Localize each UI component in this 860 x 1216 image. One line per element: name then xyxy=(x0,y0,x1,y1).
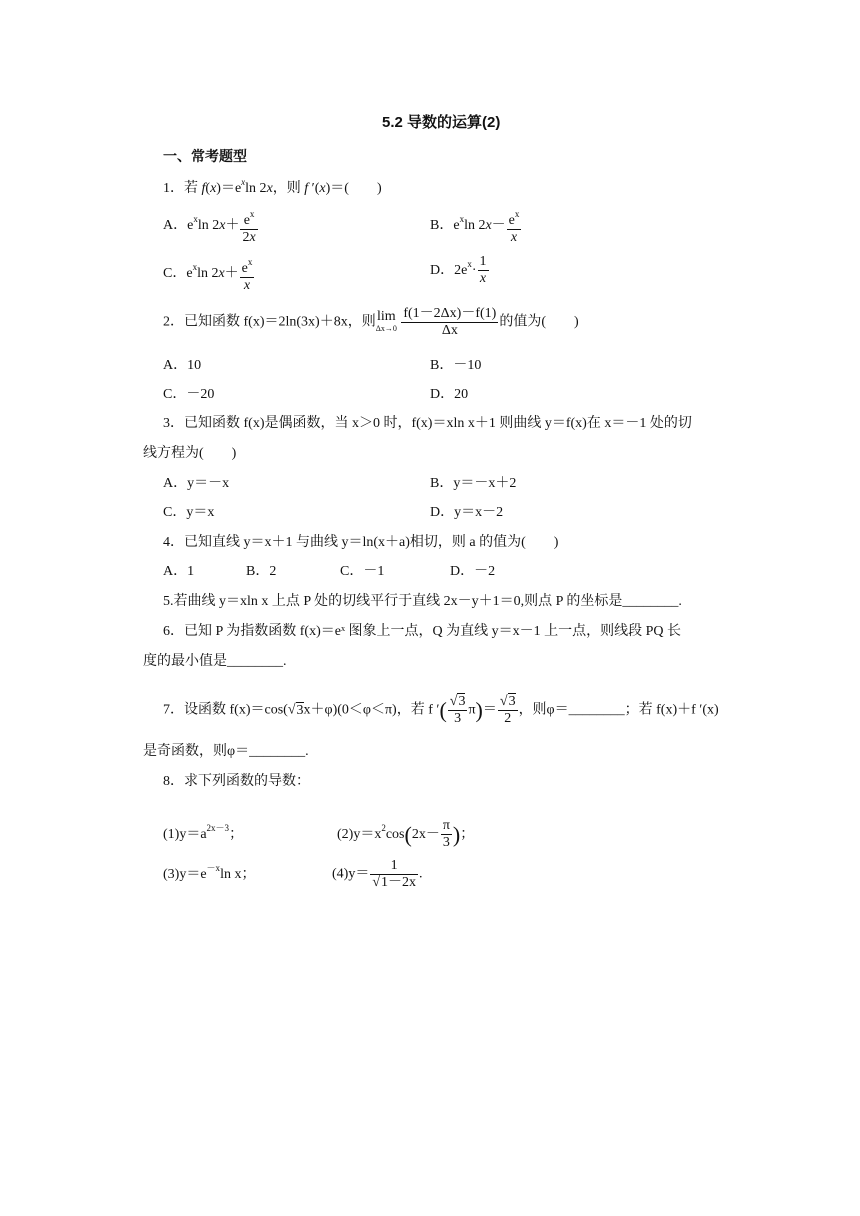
question-2-option-a: A．10 xyxy=(163,358,202,373)
question-8-stem: 8．求下列函数的导数： xyxy=(163,774,310,789)
question-4-option-d: D．－2 xyxy=(450,564,496,579)
question-4-option-b: B．2 xyxy=(246,564,277,579)
question-4-option-c: C．－1 xyxy=(340,564,385,579)
question-3-line-1: 3．已知函数 f(x)是偶函数，当 x＞0 时，f(x)＝xln x＋1 则曲线 y＝f(x)在 x＝－1 处的切 xyxy=(163,416,692,431)
question-3-option-b: B．y＝－x＋2 xyxy=(430,476,517,491)
question-2-option-b: B．－10 xyxy=(430,358,482,373)
section-heading: 一、常考题型 xyxy=(163,148,247,164)
question-1-option-b: B．$e^x\ln$ 2x－ $\frac{e^x}{x}$ xyxy=(430,206,522,246)
question-7-line-2: 是奇函数，则φ＝________. xyxy=(143,744,309,759)
question-2-option-d: D．20 xyxy=(430,387,469,402)
question-6-line-2: 度的最小值是________. xyxy=(143,654,287,669)
question-4-stem: 4．已知直线 y＝x＋1 与曲线 y＝ln(x＋a)相切，则 a 的值为( ) xyxy=(163,535,559,550)
question-8-part-3: $(3)y=e^{-x}\ln$ x； xyxy=(163,863,256,882)
question-1-option-d: D．$2e^x\cdot$ $\frac{1}{x}$ xyxy=(430,254,487,287)
page-title: 5.2 导数的运算(2) xyxy=(382,114,501,131)
question-1-option-c: C．$e^x\ln$ 2x＋ $\frac{e^x}{x}$ xyxy=(163,254,255,294)
question-8-part-2: $(2)y=x^2\cos(2x-$ $\frac{\pi}{3}$ )； xyxy=(337,818,475,851)
question-1-stem: 1．若 $f(x)=e^x\ln$ 2x，则 f ′(x)＝( ) xyxy=(163,177,382,196)
question-3-option-a: A．y＝－x xyxy=(163,476,230,491)
question-8-part-4: (4)y＝ $\frac{1}{√1-2x}$ . xyxy=(332,858,423,890)
question-6-line-1: 6．已知 P 为指数函数 f(x)＝eˣ 图象上一点，Q 为直线 y＝x－1 上一点，则线段 PQ 长 xyxy=(163,624,682,639)
question-5-stem: 5.若曲线 y＝xln x 上点 P 处的切线平行于直线 2x－y＋1＝0,则点 P 的坐标是________. xyxy=(163,594,682,609)
question-3-line-2: 线方程为( ) xyxy=(143,446,237,461)
question-2-option-c: C．－20 xyxy=(163,387,215,402)
question-3-option-c: C．y＝x xyxy=(163,505,215,520)
question-2-stem: 2．已知函数 f(x)＝2ln(3x)＋8x，则lim Δx→0 $\frac{f(1-2\Delta x)-f(1)}{\Delta x}$ 的值为( ) xyxy=(163,306,579,338)
question-1-option-a: A．$e^x\ln$ 2x＋ $\frac{e^x}{2x}$ xyxy=(163,206,259,246)
question-4-option-a: A．1 xyxy=(163,564,195,579)
question-3-option-d: D．y＝x－2 xyxy=(430,505,504,520)
question-8-part-1: $(1)y=a^{2x-3}$； xyxy=(163,823,244,842)
question-7-line-1: 7．设函数 f(x)＝cos(√3x＋φ)(0＜φ＜π)，若 f ′( $\frac{√3}{3}$ π)＝ $\frac{√3}{2}$ ，则φ＝________；若 f(x)＋f ′(x) xyxy=(163,694,719,726)
